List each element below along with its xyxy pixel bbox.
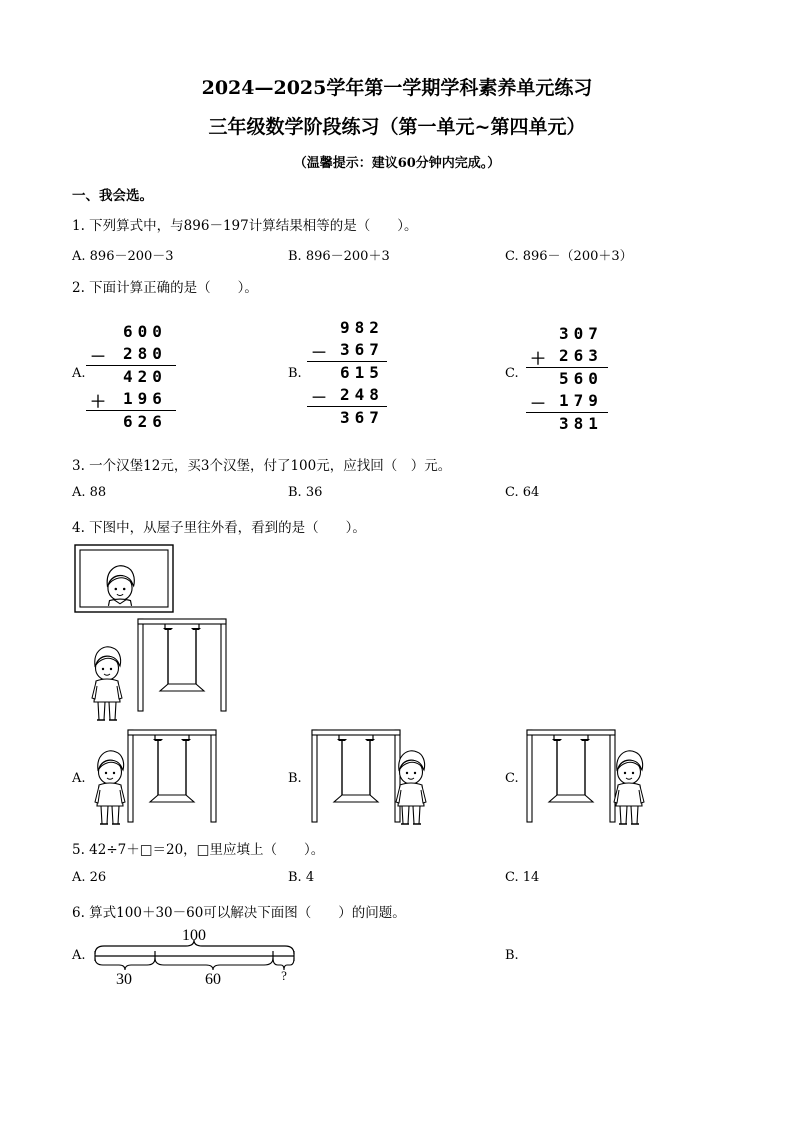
calc-a-row4: 196 (123, 389, 167, 408)
question-5-option-b[interactable]: B. 4 (288, 870, 315, 885)
calc-c-row5: 381 (559, 414, 603, 433)
calc-c-row1: 307 (559, 324, 603, 343)
question-6-stem: 6. 算式100＋30－60可以解决下面图（ ）的问题。 (72, 905, 406, 921)
calc-b-row3: 615 (340, 363, 384, 382)
question-3-option-c[interactable]: C. 64 (505, 485, 540, 500)
calc-c-row4: 179 (559, 391, 603, 410)
calc-b-op1: － (311, 343, 328, 362)
question-1-stem: 1. 下列算式中，与896－197计算结果相等的是（ ）。 (72, 218, 418, 234)
section-heading: 一、我会选。 (72, 188, 153, 204)
question-4-stem: 4. 下图中，从屋子里往外看，看到的是（ ）。 (72, 520, 366, 536)
question-5-option-a[interactable]: A. 26 (72, 870, 107, 885)
calc-c-row2: 263 (559, 346, 603, 365)
question-5-option-c[interactable]: C. 14 (505, 870, 540, 885)
question-2-stem: 2. 下面计算正确的是（ ）。 (72, 280, 258, 296)
diagram-seg1-label: 30 (116, 971, 132, 988)
question-3-option-a[interactable]: A. 88 (72, 485, 107, 500)
question-6-label-a[interactable]: A. (72, 948, 86, 963)
page-title: 2024—2025学年第一学期学科素养单元练习 (201, 77, 593, 99)
calc-a-row2: 280 (123, 344, 167, 363)
calc-a-op2: ＋ (90, 392, 107, 411)
calc-a-op1: － (90, 347, 107, 366)
question-4-label-a[interactable]: A. (72, 771, 86, 786)
question-3-option-b[interactable]: B. 36 (288, 485, 323, 500)
calc-a-row5: 626 (123, 412, 167, 431)
calc-b-row5: 367 (340, 408, 384, 427)
question-4-label-c[interactable]: C. (505, 771, 519, 786)
question-6-label-b[interactable]: B. (505, 948, 519, 963)
calc-b-op2: － (311, 388, 328, 407)
question-1-option-a[interactable]: A. 896－200－3 (72, 249, 174, 264)
question-3-stem: 3. 一个汉堡12元，买3个汉堡，付了100元，应找回（ ）元。 (72, 458, 452, 474)
question-1-option-c[interactable]: C. 896－（200＋3） (505, 249, 633, 264)
question-2-label-a[interactable]: A. (72, 366, 86, 381)
diagram-seg2-label: 60 (205, 971, 221, 988)
calc-a-row3: 420 (123, 367, 167, 386)
page-subtitle: 三年级数学阶段练习（第一单元~第四单元） (208, 116, 586, 138)
question-2-label-c[interactable]: C. (505, 366, 519, 381)
diagram-total-label: 100 (182, 927, 206, 944)
question-1-option-b[interactable]: B. 896－200＋3 (288, 249, 390, 264)
diagram-seg3-label: ? (281, 968, 287, 983)
question-5-stem: 5. 42÷7＋□＝20，□里应填上（ ）。 (72, 842, 325, 858)
question-4-label-b[interactable]: B. (288, 771, 302, 786)
calc-b-row4: 248 (340, 385, 384, 404)
calc-c-op1: ＋ (530, 349, 547, 368)
tip-text: （温馨提示：建议60分钟内完成。） (293, 156, 501, 171)
calc-c-op2: － (530, 394, 547, 413)
calc-c-row3: 560 (559, 369, 603, 388)
calc-b-row1: 982 (340, 318, 384, 337)
calc-a-row1: 600 (123, 322, 167, 341)
question-2-label-b[interactable]: B. (288, 366, 302, 381)
calc-b-row2: 367 (340, 340, 384, 359)
